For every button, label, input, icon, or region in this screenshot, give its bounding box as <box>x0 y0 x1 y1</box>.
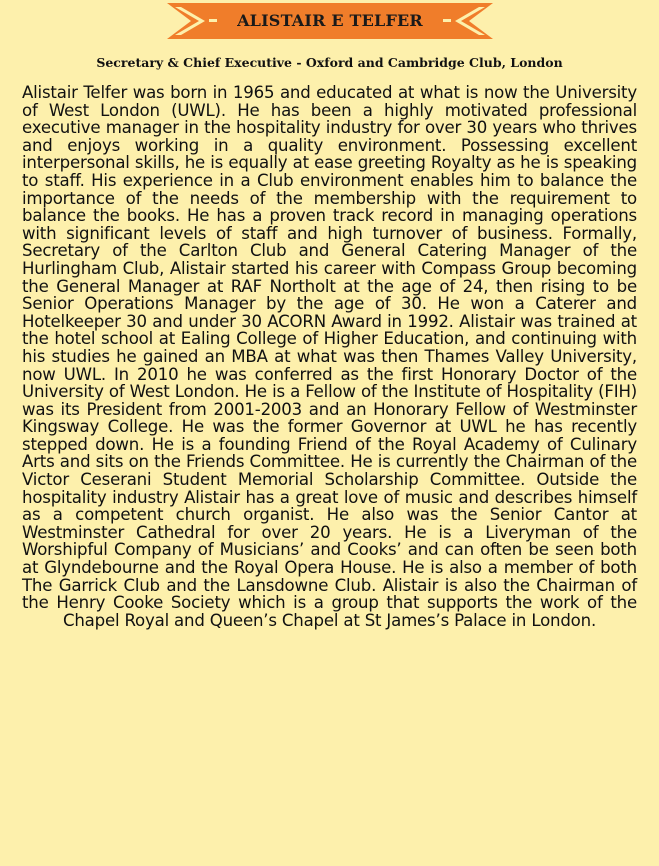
bio-paragraph: Alistair Telfer was born in 1965 and educated at what is now the University of West London (UWL). He has been a highly motivated professional executive manager in the hospitality industry for over 30 years who thrives and enjoys working in a quality environment. Possessing excellent interpersonal skills, he is equally at ease greeting Royalty as he is speaking to staff. His experience in a Club environment enables him to balance the importance of the needs of the membership with the requirement to balance the books. He has a proven track record in managing operations with significant levels of staff and high turnover of business. Formally, Secretary of the Carlton Club and General Catering Manager of the Hurlingham Club, Alistair started his career with Compass Group becoming the General Manager at RAF Northolt at the age of 24, then rising to be Senior Operations Manager by the age of 30. He won a Caterer and Hotelkeeper 30 and under 30 ACORN Award in 1992. Alistair was trained at the hotel school at Ealing College of Higher Education, and continuing with his studies he gained an MBA at what was then Thames Valley University, now UWL. In 2010 he was conferred as the first Honorary Doctor of the University of West London. He is a Fellow of the Institute of Hospitality (FIH) was its President from 2001-2003 and an Honorary Fellow of Westminster Kingsway College. He was the former Governor at UWL he has recently stepped down. He is a founding Friend of the Royal Academy of Culinary Arts and sits on the Friends Committee. He is currently the Chairman of the Victor Ceserani Student Memorial Scholarship Committee. Outside the hospitality industry Alistair has a great love of music and describes himself as a competent church organist. He also was the Senior Cantor at Westminster Cathedral for over 20 years. He is a Liveryman of the Worshipful Company of Musicians’ and Cooks’ and can often be seen both at Glyndebourne and the Royal Opera House. He is also a member of both The Garrick Club and the Lansdowne Club. Alistair is also the Chairman of the Henry Cooke Society which is a group that supports the work of the Chapel Royal and Queen’s Chapel at St James’s Palace in London. <box>22 83 637 630</box>
subtitle: Secretary & Chief Executive - Oxford and Cambridge Club, London <box>96 55 563 70</box>
title-banner <box>165 1 495 41</box>
page-title: ALISTAIR E TELFER <box>237 11 423 30</box>
